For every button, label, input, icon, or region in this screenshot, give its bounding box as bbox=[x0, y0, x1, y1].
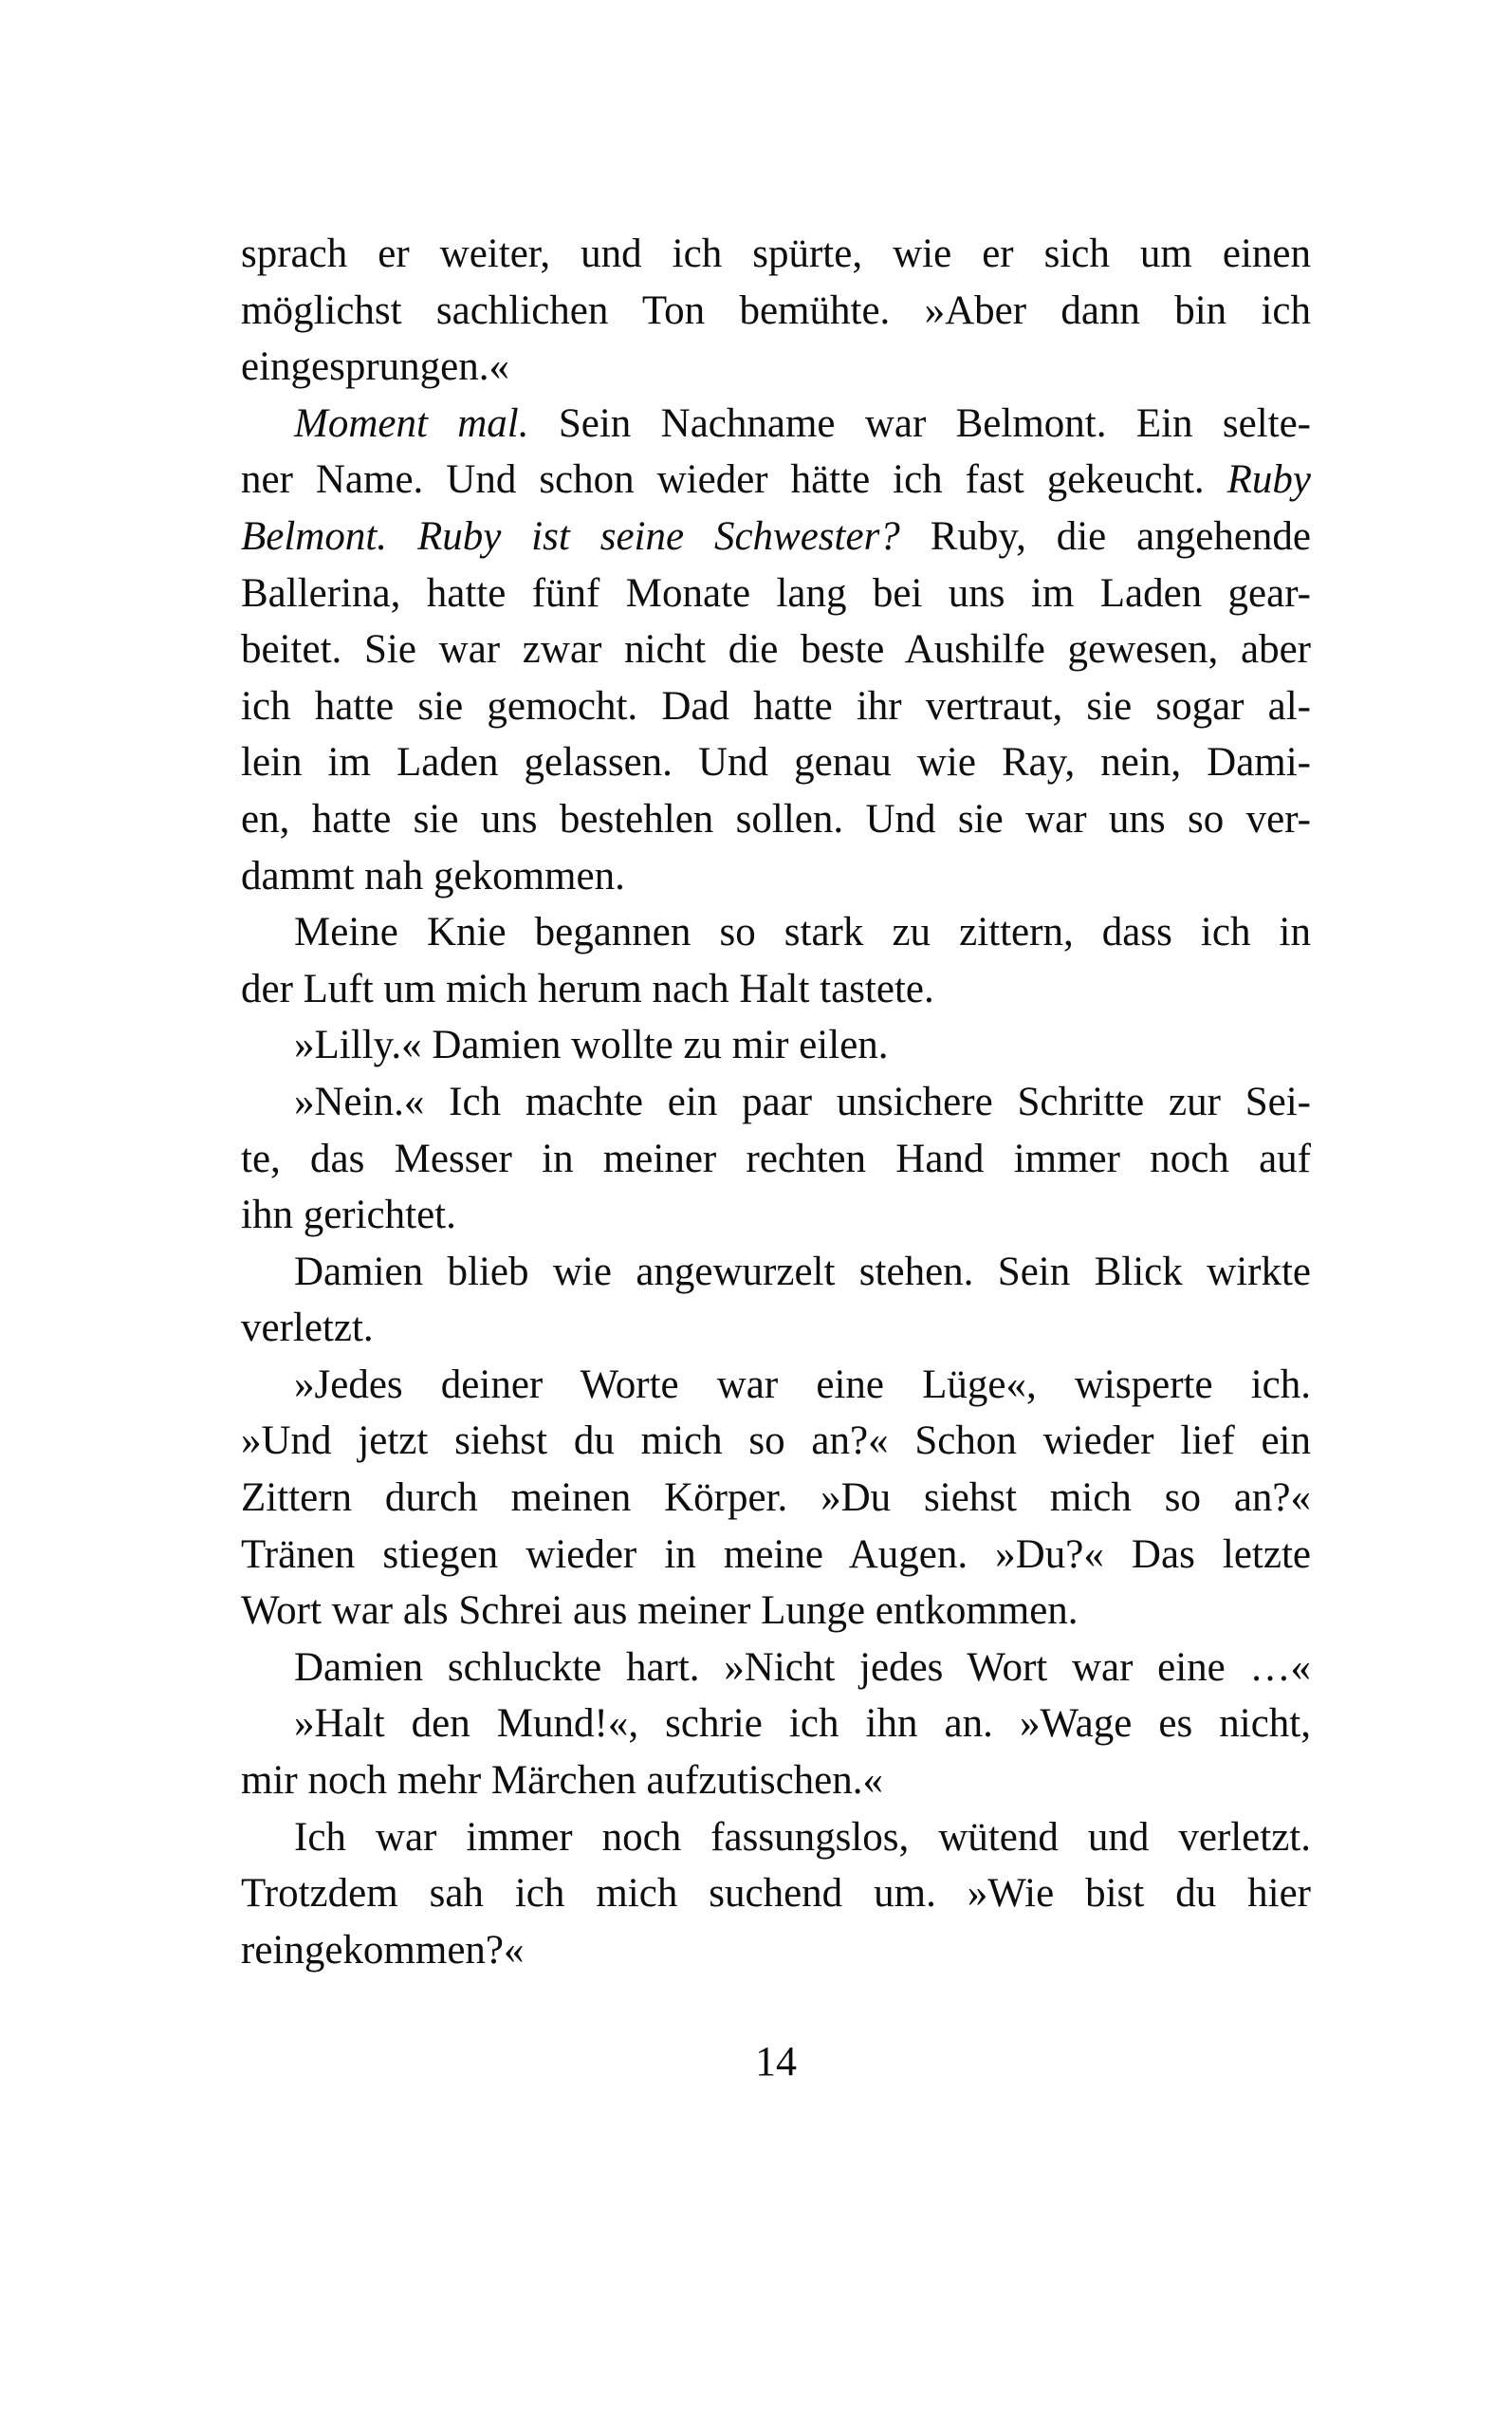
text-line bbox=[241, 1640, 1311, 1696]
text-segment: beitet. Sie war zwar nicht die beste Aushilfe gewesen, aber bbox=[241, 627, 1311, 673]
text-block bbox=[241, 226, 1311, 1978]
text-segment: »Halt den Mund!«, schrie ich ihn an. »Wage es nicht, bbox=[294, 1701, 1311, 1747]
text-line bbox=[241, 1300, 1311, 1357]
text-segment: Damien blieb wie angewurzelt stehen. Sein Blick wirkte bbox=[294, 1249, 1311, 1294]
text-line bbox=[241, 565, 1311, 622]
text-segment: reingekommen?« bbox=[241, 1927, 525, 1973]
text-segment: ich hatte sie gemocht. Dad hatte ihr vertraut, sie sogar al- bbox=[241, 683, 1311, 729]
text-segment: Sein Nachname war Belmont. Ein selte- bbox=[528, 400, 1311, 446]
italic-text-segment: Moment mal. bbox=[294, 400, 529, 446]
text-segment: verletzt. bbox=[241, 1306, 374, 1351]
text-line bbox=[241, 1809, 1311, 1866]
text-segment: »Und jetzt siehst du mich so an?« Schon wieder lief ein bbox=[241, 1418, 1311, 1464]
text-line bbox=[241, 1752, 1311, 1809]
text-line bbox=[241, 1922, 1311, 1979]
text-segment: te, das Messer in meiner rechten Hand immer noch auf bbox=[241, 1136, 1311, 1181]
text-segment: möglichst sachlichen Ton bemühte. »Aber dann bin ich bbox=[241, 287, 1311, 333]
text-segment: ihn gerichtet. bbox=[241, 1193, 456, 1238]
text-segment: »Nein.« Ich machte ein paar unsichere Schritte zur Sei- bbox=[294, 1079, 1311, 1124]
text-segment: der Luft um mich herum nach Halt tastete. bbox=[241, 966, 934, 1011]
text-segment: Ruby, die angehende bbox=[899, 513, 1311, 559]
italic-text-segment: Ruby bbox=[1226, 457, 1311, 503]
text-line bbox=[241, 509, 1311, 565]
text-segment: Trotzdem sah ich mich suchend um. »Wie bist du hier bbox=[241, 1871, 1311, 1917]
text-segment: ner Name. Und schon wieder hätte ich fast gekeucht. bbox=[241, 457, 1227, 503]
text-line bbox=[241, 1131, 1311, 1188]
text-line bbox=[241, 452, 1311, 509]
page-number: 14 bbox=[755, 2038, 797, 2085]
text-segment: mir noch mehr Märchen aufzutischen.« bbox=[241, 1758, 883, 1804]
text-segment: »Lilly.« Damien wollte zu mir eilen. bbox=[294, 1023, 889, 1068]
text-segment: sprach er weiter, und ich spürte, wie er sich um einen bbox=[241, 232, 1311, 276]
text-line bbox=[241, 1244, 1311, 1301]
text-line bbox=[241, 678, 1311, 735]
text-line bbox=[241, 1696, 1311, 1752]
italic-text-segment: Belmont. Ruby ist seine Schwester? bbox=[241, 513, 900, 559]
text-segment: dammt nah gekommen. bbox=[241, 853, 625, 899]
text-segment: Wort war als Schrei aus meiner Lunge entkommen. bbox=[241, 1588, 1079, 1634]
text-line bbox=[241, 961, 1311, 1018]
text-line bbox=[241, 339, 1311, 396]
text-line bbox=[241, 848, 1311, 905]
text-line bbox=[241, 1527, 1311, 1584]
text-line bbox=[241, 1865, 1311, 1922]
text-line bbox=[241, 1357, 1311, 1414]
text-line bbox=[241, 1187, 1311, 1244]
text-segment: Ich war immer noch fassungslos, wütend und verletzt. bbox=[294, 1814, 1311, 1860]
text-line bbox=[241, 1074, 1311, 1131]
text-line bbox=[241, 396, 1311, 453]
text-line bbox=[241, 734, 1311, 791]
text-line bbox=[241, 904, 1311, 961]
text-line bbox=[241, 621, 1311, 678]
text-segment: »Jedes deiner Worte war eine Lüge«, wisperte ich. bbox=[294, 1362, 1311, 1407]
text-line bbox=[241, 1583, 1311, 1640]
text-segment: Damien schluckte hart. »Nicht jedes Wort war eine …« bbox=[294, 1644, 1311, 1690]
text-segment: Meine Knie begannen so stark zu zittern, dass ich in bbox=[294, 910, 1311, 955]
text-segment: lein im Laden gelassen. Und genau wie Ray, nein, Dami- bbox=[241, 740, 1311, 786]
text-segment: eingesprungen.« bbox=[241, 344, 510, 390]
text-line bbox=[241, 1017, 1311, 1074]
text-line bbox=[241, 1470, 1311, 1527]
text-line bbox=[241, 283, 1311, 340]
text-segment: Tränen stiegen wieder in meine Augen. »Du?« Das letzte bbox=[241, 1531, 1311, 1577]
text-segment: Ballerina, hatte fünf Monate lang bei uns im Laden gear- bbox=[241, 570, 1311, 616]
text-segment: Zittern durch meinen Körper. »Du siehst mich so an?« bbox=[241, 1475, 1311, 1521]
text-line bbox=[241, 226, 1311, 283]
text-line bbox=[241, 1413, 1311, 1470]
text-line bbox=[241, 791, 1311, 848]
text-segment: en, hatte sie uns bestehlen sollen. Und sie war uns so ver- bbox=[241, 796, 1311, 842]
